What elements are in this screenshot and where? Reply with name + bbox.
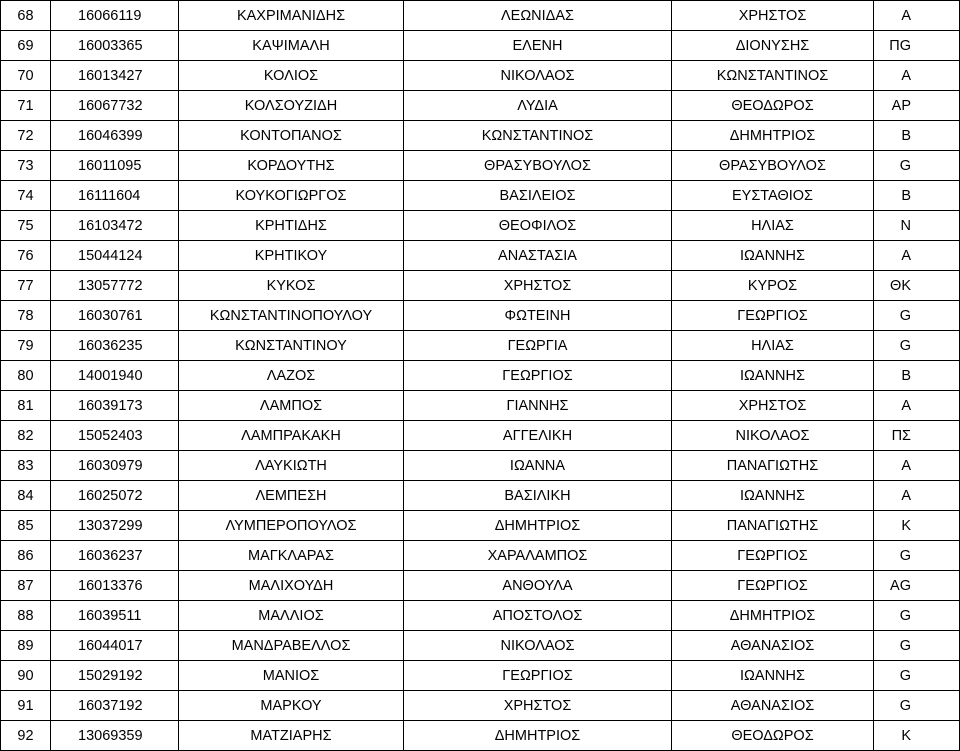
surname-cell: ΚΟΛΣΟΥΖΙΔΗ	[179, 91, 404, 121]
surname-cell: ΛΑΜΠΡΑΚΑΚΗ	[179, 421, 404, 451]
table-row	[1, 631, 960, 661]
father-name-cell: ΓΕΩΡΓΙΟΣ	[672, 571, 874, 601]
surname-cell: ΚΟΝΤΟΠΑΝΟΣ	[179, 121, 404, 151]
table-row	[1, 421, 960, 451]
first-name-cell: ΚΩΝΣΤΑΝΤΙΝΟΣ	[404, 121, 672, 151]
table-row	[1, 301, 960, 331]
row-number-cell: 81	[1, 391, 51, 421]
surname-cell: ΛΑΥΚΙΩΤΗ	[179, 451, 404, 481]
row-number-cell: 85	[1, 511, 51, 541]
first-name-cell: ΛΥΔΙΑ	[404, 91, 672, 121]
group-code-cell: A	[874, 1, 960, 31]
first-name-cell: ΧΑΡΑΛΑΜΠΟΣ	[404, 541, 672, 571]
row-number-cell: 89	[1, 631, 51, 661]
father-name-cell: ΑΘΑΝΑΣΙΟΣ	[672, 691, 874, 721]
registration-id-cell: 16046399	[51, 121, 179, 151]
row-number-cell: 79	[1, 331, 51, 361]
registration-id-cell: 16030979	[51, 451, 179, 481]
surname-cell: ΚΥΚΟΣ	[179, 271, 404, 301]
surname-cell: ΛΕΜΠΕΣΗ	[179, 481, 404, 511]
father-name-cell: ΠΑΝΑΓΙΩΤΗΣ	[672, 511, 874, 541]
table-row	[1, 1, 960, 31]
first-name-cell: ΓΕΩΡΓΙΟΣ	[404, 361, 672, 391]
first-name-cell: ΝΙΚΟΛΑΟΣ	[404, 631, 672, 661]
row-number-cell: 70	[1, 61, 51, 91]
group-code-cell: G	[874, 631, 960, 661]
group-code-cell: A	[874, 61, 960, 91]
first-name-cell: ΒΑΣΙΛΙΚΗ	[404, 481, 672, 511]
group-code-cell: B	[874, 361, 960, 391]
table-row	[1, 151, 960, 181]
registration-id-cell: 16036237	[51, 541, 179, 571]
group-code-cell: ΘΚ	[874, 271, 960, 301]
first-name-cell: ΓΙΑΝΝΗΣ	[404, 391, 672, 421]
first-name-cell: ΛΕΩΝΙΔΑΣ	[404, 1, 672, 31]
father-name-cell: ΧΡΗΣΤΟΣ	[672, 391, 874, 421]
group-code-cell: B	[874, 121, 960, 151]
table-row	[1, 61, 960, 91]
group-code-cell: G	[874, 331, 960, 361]
surname-cell: ΚΟΛΙΟΣ	[179, 61, 404, 91]
father-name-cell: ΙΩΑΝΝΗΣ	[672, 361, 874, 391]
row-number-cell: 82	[1, 421, 51, 451]
registration-id-cell: 16044017	[51, 631, 179, 661]
father-name-cell: ΙΩΑΝΝΗΣ	[672, 241, 874, 271]
father-name-cell: ΓΕΩΡΓΙΟΣ	[672, 541, 874, 571]
row-number-cell: 88	[1, 601, 51, 631]
group-code-cell: ΠG	[874, 31, 960, 61]
group-code-cell: AP	[874, 91, 960, 121]
registration-id-cell: 15029192	[51, 661, 179, 691]
group-code-cell: K	[874, 511, 960, 541]
first-name-cell: ΓΕΩΡΓΙΑ	[404, 331, 672, 361]
group-code-cell: K	[874, 721, 960, 751]
row-number-cell: 71	[1, 91, 51, 121]
registration-id-cell: 16111604	[51, 181, 179, 211]
group-code-cell: B	[874, 181, 960, 211]
first-name-cell: ΔΗΜΗΤΡΙΟΣ	[404, 721, 672, 751]
first-name-cell: ΕΛΕΝΗ	[404, 31, 672, 61]
father-name-cell: ΠΑΝΑΓΙΩΤΗΣ	[672, 451, 874, 481]
father-name-cell: ΝΙΚΟΛΑΟΣ	[672, 421, 874, 451]
row-number-cell: 78	[1, 301, 51, 331]
registration-id-cell: 14001940	[51, 361, 179, 391]
father-name-cell: ΘΕΟΔΩΡΟΣ	[672, 91, 874, 121]
registration-id-cell: 16013376	[51, 571, 179, 601]
first-name-cell: ΘΕΟΦΙΛΟΣ	[404, 211, 672, 241]
group-code-cell: A	[874, 391, 960, 421]
group-code-cell: G	[874, 541, 960, 571]
registration-id-cell: 13037299	[51, 511, 179, 541]
group-code-cell: G	[874, 601, 960, 631]
surname-cell: ΚΩΝΣΤΑΝΤΙΝΟΠΟΥΛΟΥ	[179, 301, 404, 331]
row-number-cell: 86	[1, 541, 51, 571]
surname-cell: ΜΑΡΚΟΥ	[179, 691, 404, 721]
registration-id-cell: 16030761	[51, 301, 179, 331]
group-code-cell: ΠΣ	[874, 421, 960, 451]
group-code-cell: AG	[874, 571, 960, 601]
first-name-cell: ΑΝΑΣΤΑΣΙΑ	[404, 241, 672, 271]
table-row	[1, 361, 960, 391]
registration-id-cell: 16036235	[51, 331, 179, 361]
group-code-cell: A	[874, 481, 960, 511]
group-code-cell: A	[874, 241, 960, 271]
table-row	[1, 571, 960, 601]
table-row	[1, 31, 960, 61]
registration-id-cell: 16067732	[51, 91, 179, 121]
surname-cell: ΛΑΜΠΟΣ	[179, 391, 404, 421]
row-number-cell: 80	[1, 361, 51, 391]
first-name-cell: ΙΩΑΝΝΑ	[404, 451, 672, 481]
first-name-cell: ΑΝΘΟΥΛΑ	[404, 571, 672, 601]
surname-cell: ΜΑΛΛΙΟΣ	[179, 601, 404, 631]
table-row	[1, 331, 960, 361]
first-name-cell: ΒΑΣΙΛΕΙΟΣ	[404, 181, 672, 211]
surname-cell: ΚΩΝΣΤΑΝΤΙΝΟΥ	[179, 331, 404, 361]
row-number-cell: 77	[1, 271, 51, 301]
first-name-cell: ΑΓΓΕΛΙΚΗ	[404, 421, 672, 451]
father-name-cell: ΗΛΙΑΣ	[672, 211, 874, 241]
row-number-cell: 68	[1, 1, 51, 31]
table-row	[1, 661, 960, 691]
registration-id-cell: 16011095	[51, 151, 179, 181]
surname-cell: ΚΡΗΤΙΚΟΥ	[179, 241, 404, 271]
first-name-cell: ΘΡΑΣΥΒΟΥΛΟΣ	[404, 151, 672, 181]
group-code-cell: G	[874, 661, 960, 691]
registration-id-cell: 15052403	[51, 421, 179, 451]
father-name-cell: ΔΙΟΝΥΣΗΣ	[672, 31, 874, 61]
table-row	[1, 541, 960, 571]
registration-id-cell: 15044124	[51, 241, 179, 271]
row-number-cell: 84	[1, 481, 51, 511]
row-number-cell: 72	[1, 121, 51, 151]
surname-cell: ΚΟΡΔΟΥΤΗΣ	[179, 151, 404, 181]
table-row	[1, 241, 960, 271]
surname-cell: ΚΑΧΡΙΜΑΝΙΔΗΣ	[179, 1, 404, 31]
table-row	[1, 451, 960, 481]
surname-cell: ΚΟΥΚΟΓΙΩΡΓΟΣ	[179, 181, 404, 211]
row-number-cell: 90	[1, 661, 51, 691]
father-name-cell: ΧΡΗΣΤΟΣ	[672, 1, 874, 31]
table-row	[1, 511, 960, 541]
surname-cell: ΜΑΝΔΡΑΒΕΛΛΟΣ	[179, 631, 404, 661]
father-name-cell: ΑΘΑΝΑΣΙΟΣ	[672, 631, 874, 661]
first-name-cell: ΧΡΗΣΤΟΣ	[404, 691, 672, 721]
father-name-cell: ΚΩΝΣΤΑΝΤΙΝΟΣ	[672, 61, 874, 91]
group-code-cell: G	[874, 151, 960, 181]
father-name-cell: ΕΥΣΤΑΘΙΟΣ	[672, 181, 874, 211]
surname-cell: ΜΑΛΙΧΟΥΔΗ	[179, 571, 404, 601]
table-row	[1, 121, 960, 151]
registration-id-cell: 16013427	[51, 61, 179, 91]
father-name-cell: ΘΕΟΔΩΡΟΣ	[672, 721, 874, 751]
father-name-cell: ΙΩΑΝΝΗΣ	[672, 481, 874, 511]
row-number-cell: 92	[1, 721, 51, 751]
first-name-cell: ΔΗΜΗΤΡΙΟΣ	[404, 511, 672, 541]
table-row	[1, 691, 960, 721]
registration-id-cell: 13057772	[51, 271, 179, 301]
surname-cell: ΜΑΝΙΟΣ	[179, 661, 404, 691]
registration-id-cell: 16103472	[51, 211, 179, 241]
table-row	[1, 721, 960, 751]
father-name-cell: ΔΗΜΗΤΡΙΟΣ	[672, 121, 874, 151]
row-number-cell: 74	[1, 181, 51, 211]
row-number-cell: 87	[1, 571, 51, 601]
table-body	[1, 1, 960, 751]
group-code-cell: N	[874, 211, 960, 241]
registration-id-cell: 16037192	[51, 691, 179, 721]
father-name-cell: ΓΕΩΡΓΙΟΣ	[672, 301, 874, 331]
table-row	[1, 91, 960, 121]
row-number-cell: 73	[1, 151, 51, 181]
table-row	[1, 601, 960, 631]
row-number-cell: 76	[1, 241, 51, 271]
group-code-cell: A	[874, 451, 960, 481]
surname-cell: ΛΑΖΟΣ	[179, 361, 404, 391]
table-row	[1, 211, 960, 241]
registration-id-cell: 16025072	[51, 481, 179, 511]
surname-cell: ΚΡΗΤΙΔΗΣ	[179, 211, 404, 241]
row-number-cell: 69	[1, 31, 51, 61]
surname-cell: ΚΑΨΙΜΑΛΗ	[179, 31, 404, 61]
table-row	[1, 481, 960, 511]
registration-id-cell: 16039511	[51, 601, 179, 631]
registration-id-cell: 16003365	[51, 31, 179, 61]
registration-id-cell: 16039173	[51, 391, 179, 421]
father-name-cell: ΗΛΙΑΣ	[672, 331, 874, 361]
table-row	[1, 391, 960, 421]
father-name-cell: ΔΗΜΗΤΡΙΟΣ	[672, 601, 874, 631]
father-name-cell: ΚΥΡΟΣ	[672, 271, 874, 301]
first-name-cell: ΦΩΤΕΙΝΗ	[404, 301, 672, 331]
row-number-cell: 91	[1, 691, 51, 721]
row-number-cell: 75	[1, 211, 51, 241]
table-row	[1, 271, 960, 301]
first-name-cell: ΧΡΗΣΤΟΣ	[404, 271, 672, 301]
group-code-cell: G	[874, 691, 960, 721]
father-name-cell: ΘΡΑΣΥΒΟΥΛΟΣ	[672, 151, 874, 181]
first-name-cell: ΑΠΟΣΤΟΛΟΣ	[404, 601, 672, 631]
father-name-cell: ΙΩΑΝΝΗΣ	[672, 661, 874, 691]
registration-id-cell: 13069359	[51, 721, 179, 751]
group-code-cell: G	[874, 301, 960, 331]
surname-cell: ΜΑΓΚΛΑΡΑΣ	[179, 541, 404, 571]
first-name-cell: ΓΕΩΡΓΙΟΣ	[404, 661, 672, 691]
registration-id-cell: 16066119	[51, 1, 179, 31]
row-number-cell: 83	[1, 451, 51, 481]
surname-cell: ΜΑΤΖΙΑΡΗΣ	[179, 721, 404, 751]
first-name-cell: ΝΙΚΟΛΑΟΣ	[404, 61, 672, 91]
table-row	[1, 181, 960, 211]
surname-cell: ΛΥΜΠΕΡΟΠΟΥΛΟΣ	[179, 511, 404, 541]
